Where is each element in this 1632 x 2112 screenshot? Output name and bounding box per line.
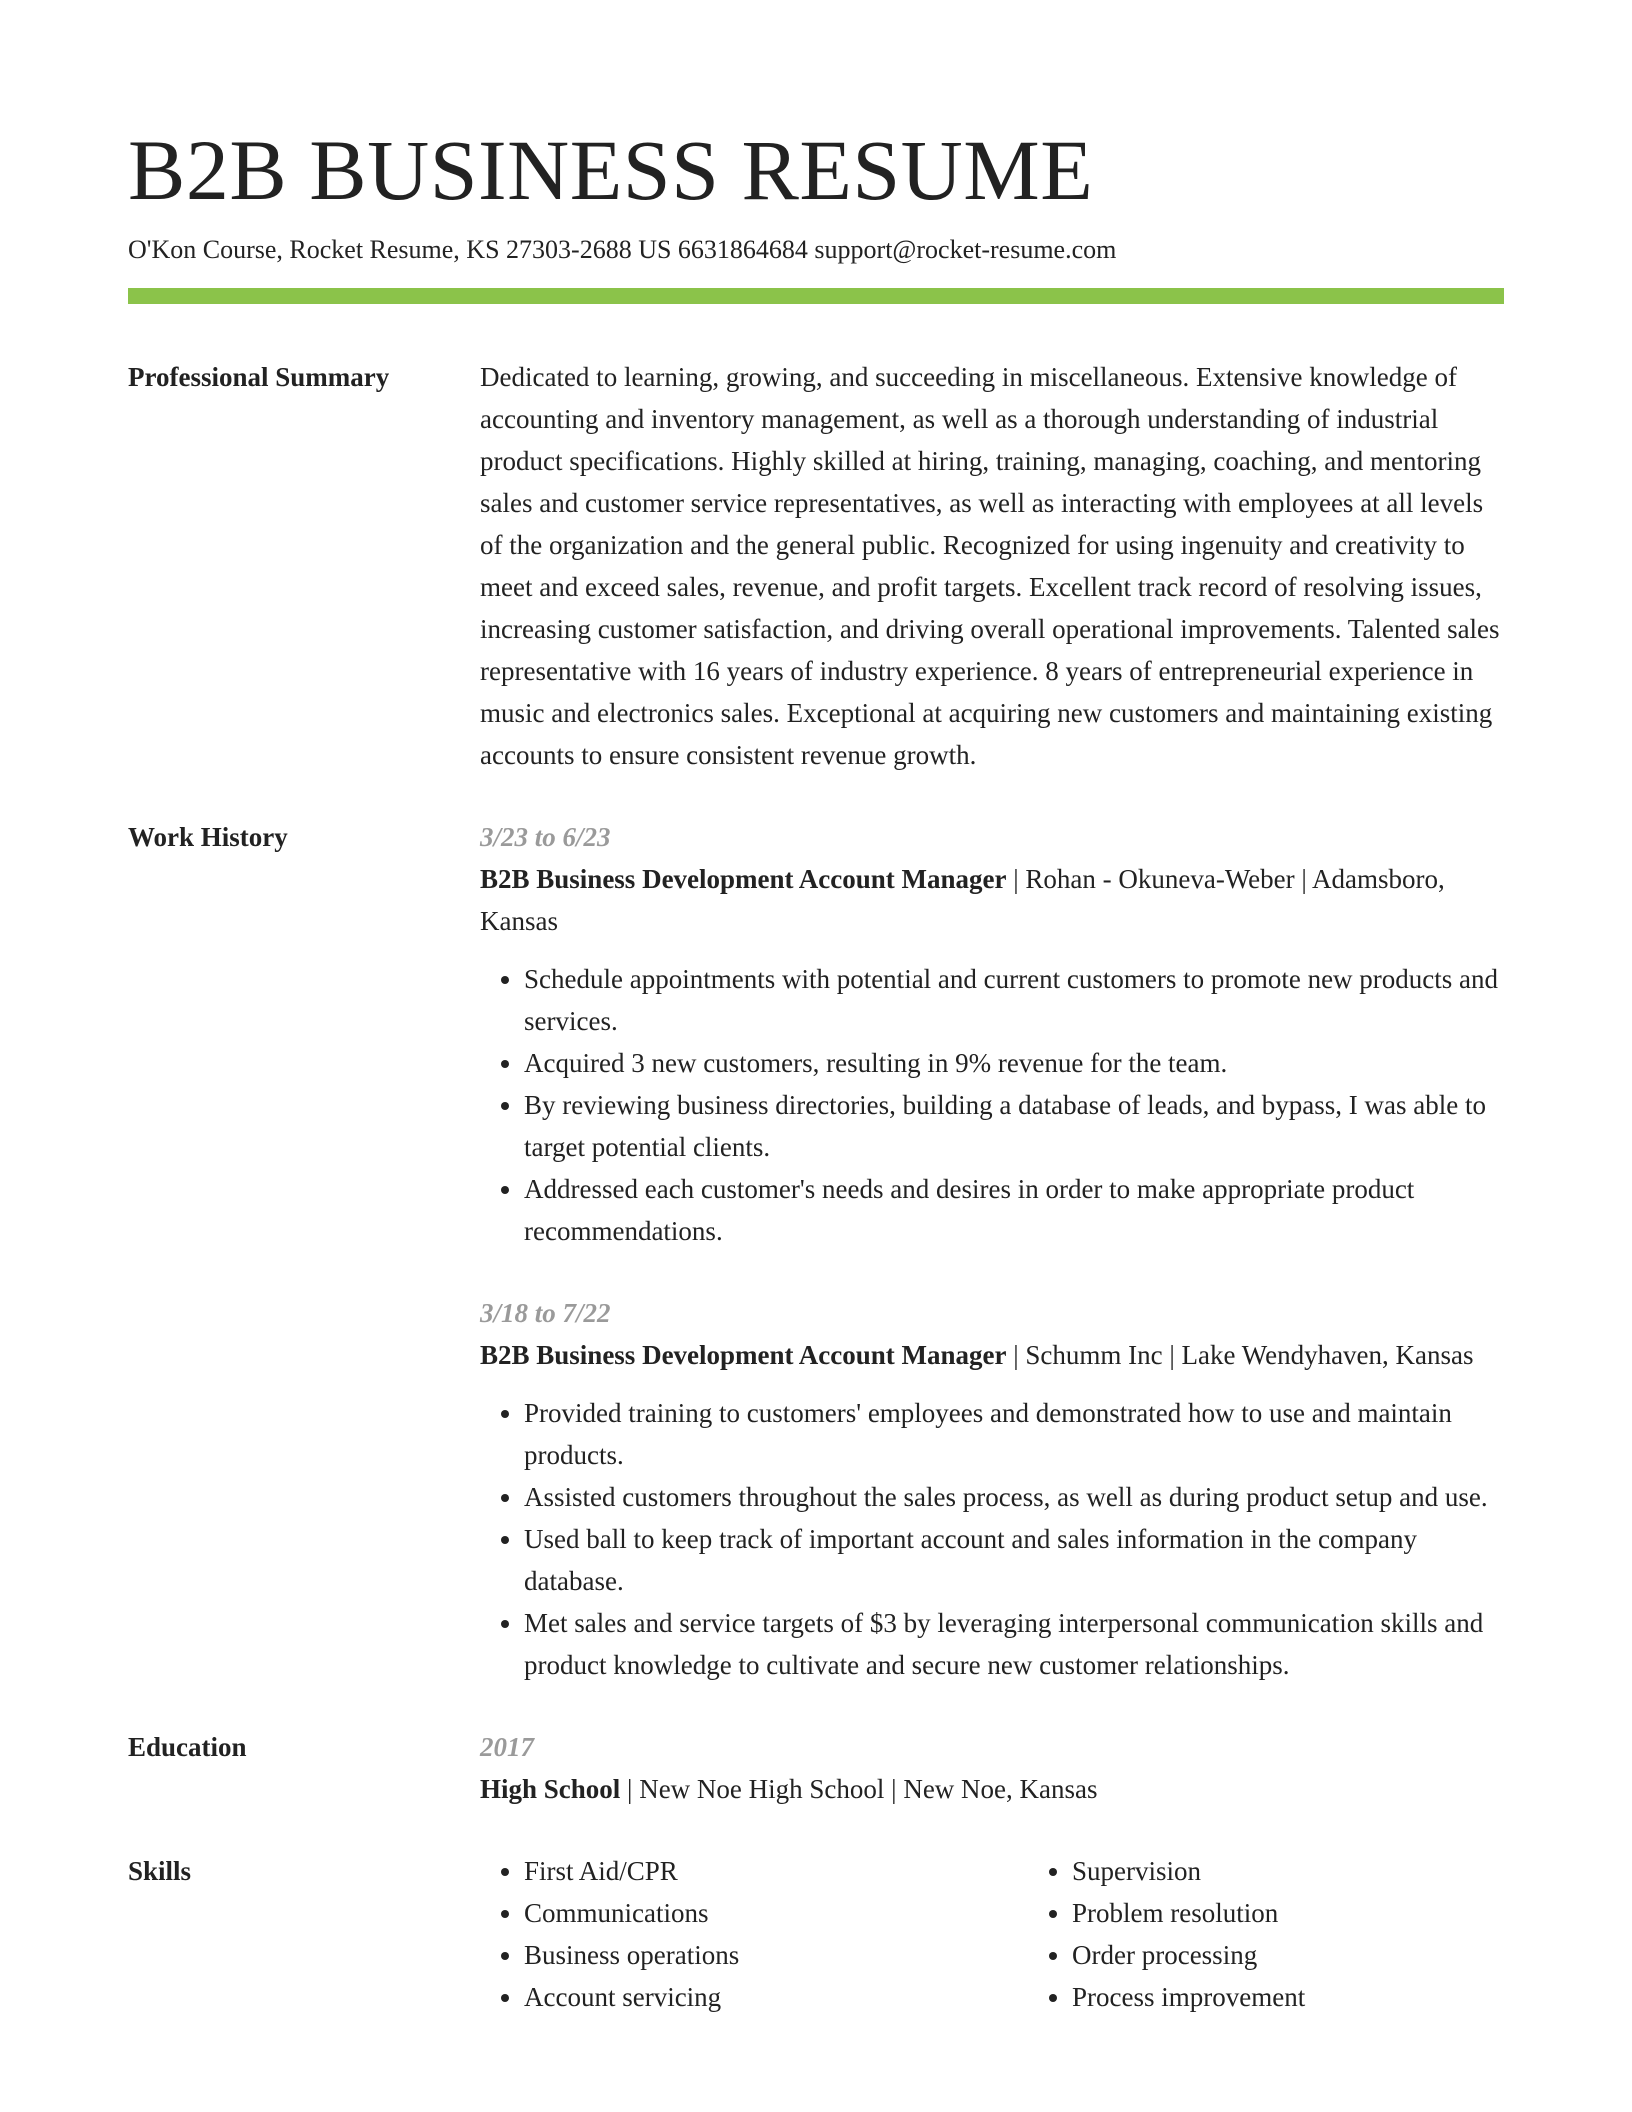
job-dates: 3/23 to 6/23 (480, 822, 611, 852)
job-entry (480, 1292, 1504, 1686)
education-year: 2017 (480, 1732, 534, 1762)
section-label-skills: Skills (128, 1856, 192, 1886)
section-label-summary: Professional Summary (128, 362, 390, 392)
job-bullet: • Assisted customers throughout the sales process, as well as during product setup and use. (524, 1476, 1504, 1518)
education-content (480, 1726, 1504, 1810)
skill-item: • Process improvement (1072, 1976, 1576, 2018)
job-title: B2B Business Development Account Manager (480, 864, 1007, 894)
section-label-work: Work History (128, 822, 288, 852)
job-bullet: • Used ball to keep track of important account and sales information in the company database. (524, 1518, 1504, 1602)
job-details: | Rohan - Okuneva-Weber | Adamsboro, Kansas (480, 864, 1445, 936)
resume-page (128, 120, 1504, 2018)
skill-item: • Business operations (524, 1934, 1028, 1976)
skill-item: • Communications (524, 1892, 1028, 1934)
education-heading (480, 1768, 1504, 1810)
job-bullet: • Provided training to customers' employees and demonstrated how to use and maintain products. (524, 1392, 1504, 1476)
summary-text: Dedicated to learning, growing, and succeeding in miscellaneous. Extensive knowledge of accounting and inventory management, as well as a thorough understanding of industrial product specifications. Highly skilled at hiring, training, managing, coaching, and mentoring sales and customer service representatives, as well as interacting with employees at all levels of the organization and the general public. Recognized for using ingenuity and creativity to meet and exceed sales, revenue, and profit targets. Excellent track record of resolving issues, increasing customer satisfaction, and driving overall operational improvements. Talented sales representative with 16 years of industry experience. 8 years of entrepreneurial experience in music and electronics sales. Exceptional at acquiring new customers and maintaining existing accounts to ensure consistent revenue growth. (480, 362, 1500, 770)
job-title: B2B Business Development Account Manager (480, 1340, 1007, 1370)
skills-list-right (1028, 1850, 1576, 2018)
job-bullets (480, 1392, 1504, 1686)
education-degree: High School (480, 1774, 621, 1804)
job-heading (480, 1334, 1504, 1376)
job-dates: 3/18 to 7/22 (480, 1298, 611, 1328)
skills-content (480, 1850, 1576, 2018)
job-bullets (480, 958, 1504, 1252)
skills-list-left (480, 1850, 1028, 2018)
work-history-content (480, 816, 1504, 1686)
summary-section (128, 356, 1504, 776)
skill-item: • Order processing (1072, 1934, 1576, 1976)
contact-line: O'Kon Course, Rocket Resume, KS 27303-2688 US 6631864684 support@rocket-resume.com (128, 235, 1117, 264)
job-bullet: • Met sales and service targets of $3 by leveraging interpersonal communication skills and product knowledge to cultivate and secure new customer relationships. (524, 1602, 1504, 1686)
skill-item: • First Aid/CPR (524, 1850, 1028, 1892)
skill-item: • Problem resolution (1072, 1892, 1576, 1934)
skills-section (128, 1850, 1504, 2018)
job-bullet: • Schedule appointments with potential and current customers to promote new products and services. (524, 958, 1504, 1042)
job-entry (480, 816, 1504, 1252)
job-bullet: • By reviewing business directories, building a database of leads, and bypass, I was able to target potential clients. (524, 1084, 1504, 1168)
job-heading (480, 858, 1504, 942)
job-bullet: • Acquired 3 new customers, resulting in 9% revenue for the team. (524, 1042, 1504, 1084)
skill-item: • Supervision (1072, 1850, 1576, 1892)
work-history-section (128, 816, 1504, 1686)
skill-item: • Account servicing (524, 1976, 1028, 2018)
resume-title: B2B BUSINESS RESUME (128, 122, 1094, 218)
accent-divider (128, 288, 1504, 304)
job-details: | Schumm Inc | Lake Wendyhaven, Kansas (1006, 1340, 1474, 1370)
section-label-education: Education (128, 1732, 247, 1762)
education-details: | New Noe High School | New Noe, Kansas (620, 1774, 1098, 1804)
education-section (128, 1726, 1504, 1810)
job-bullet: • Addressed each customer's needs and desires in order to make appropriate product recommendations. (524, 1168, 1504, 1252)
